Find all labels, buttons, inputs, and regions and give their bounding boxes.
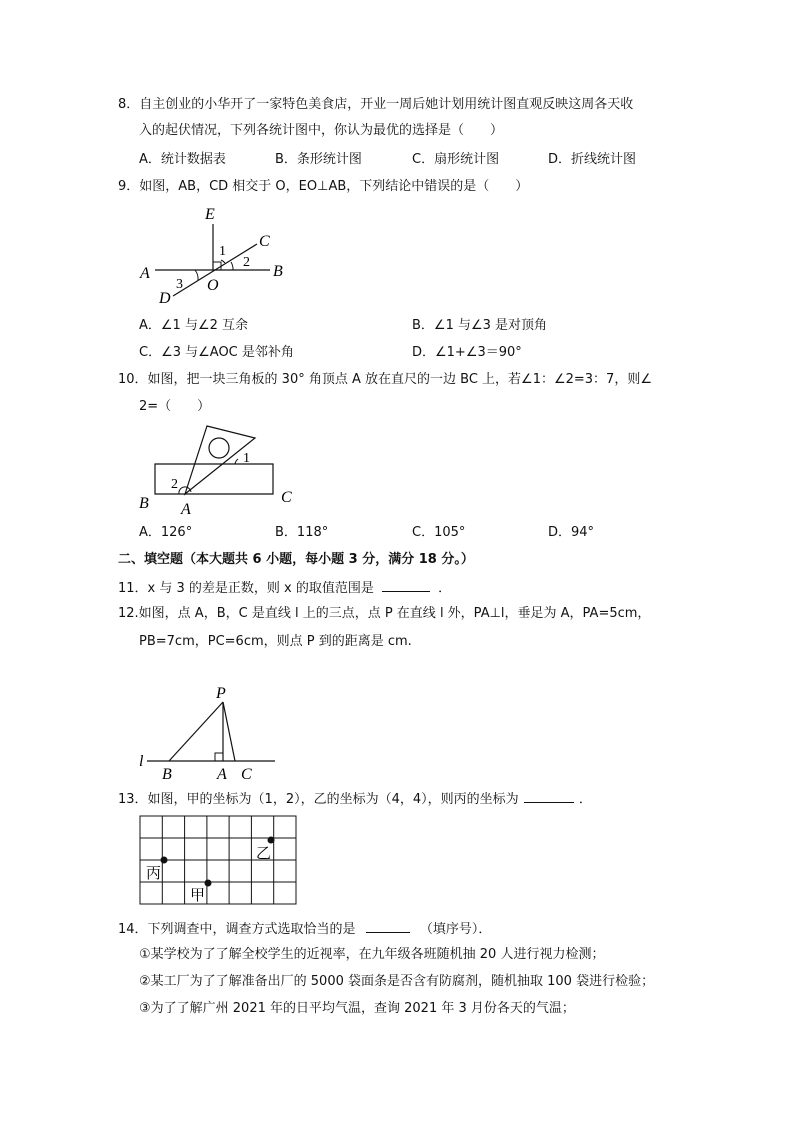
q8-option-d: D．折线统计图 bbox=[548, 152, 637, 167]
q8-option-c: C．扇形统计图 bbox=[412, 152, 500, 167]
q10-option-b: B．118° bbox=[275, 525, 329, 540]
q12-figure bbox=[135, 680, 285, 782]
q9-figure bbox=[135, 200, 295, 310]
q9-label-b: B bbox=[273, 263, 283, 280]
q14-item-1: ①某学校为了了解全校学生的近视率，在九年级各班随机抽 20 人进行视力检测； bbox=[139, 947, 605, 962]
q9-option-b: B．∠1 与∠3 是对顶角 bbox=[412, 318, 548, 333]
q8-option-b: B．条形统计图 bbox=[275, 152, 362, 167]
q9-option-c: C．∠3 与∠AOC 是邻补角 bbox=[139, 345, 294, 360]
q14-item-3: ③为了了解广州 2021 年的日平均气温，查询 2021 年 3 月份各天的气温； bbox=[139, 1001, 575, 1016]
q11-stem bbox=[118, 577, 451, 599]
q10-label-b: B bbox=[139, 495, 149, 512]
q12-label-l: l bbox=[139, 753, 144, 770]
q14-stem-end: （填序号）． bbox=[419, 922, 492, 937]
q11-stem-text: 11．x 与 3 的差是正数，则 x 的取值范围是 bbox=[118, 581, 374, 596]
q12-stem-line1: 12.如图，点 A，B，C 是直线 l 上的三点，点 P 在直线 l 外，PA⊥l，垂足为 A，PA=5cm， bbox=[118, 606, 651, 621]
q12-segment-pc bbox=[223, 702, 235, 761]
q11-answer-blank bbox=[382, 577, 430, 592]
q10-stem-line1: 10．如图，把一块三角板的 30° 角顶点 A 放在直尺的一边 BC 上，若∠1：∠2=3：7，则∠ bbox=[118, 372, 652, 387]
q12-label-a: A bbox=[217, 766, 227, 782]
q14-stem-text: 14．下列调查中，调查方式选取恰当的是 bbox=[118, 922, 356, 937]
q12-label-c: C bbox=[241, 766, 252, 782]
section2-heading: 二、填空题（本大题共 6 小题，每小题 3 分，满分 18 分。） bbox=[118, 552, 474, 567]
q8-stem-line1: 8．自主创业的小华开了一家特色美食店，开业一周后她计划用统计图直观反映这周各天收 bbox=[118, 97, 634, 112]
q10-label-c: C bbox=[281, 489, 292, 506]
q13-point-yi bbox=[268, 837, 275, 844]
q10-angle1-arc bbox=[235, 459, 238, 464]
q10-label-1: 1 bbox=[243, 451, 250, 466]
q9-label-3: 3 bbox=[176, 277, 183, 292]
q9-label-d: D bbox=[159, 290, 171, 307]
q10-option-c: C．105° bbox=[412, 525, 466, 540]
q9-option-d: D．∠1+∠3＝90° bbox=[412, 345, 522, 360]
q9-option-a: A．∠1 与∠2 互余 bbox=[139, 318, 249, 333]
q13-label-jia: 甲 bbox=[190, 886, 206, 904]
q13-stem-end: ． bbox=[578, 792, 592, 807]
q9-label-a: A bbox=[140, 265, 150, 282]
q10-option-d: D．94° bbox=[548, 525, 595, 540]
q8-stem-line2: 入的起伏情况，下列各统计图中，你认为最优的选择是（ ） bbox=[139, 123, 504, 138]
q14-stem bbox=[118, 918, 491, 940]
q13-stem-text: 13．如图，甲的坐标为（1，2），乙的坐标为（4，4），则丙的坐标为 bbox=[118, 792, 519, 807]
q12-label-p: P bbox=[216, 685, 226, 702]
q12-right-angle-mark bbox=[215, 753, 223, 761]
q12-segment-pb bbox=[169, 702, 223, 761]
q11-stem-end: ． bbox=[438, 581, 452, 596]
q9-stem: 9．如图，AB，CD 相交于 O，EO⊥AB，下列结论中错误的是（ ） bbox=[118, 179, 529, 194]
q12-label-b: B bbox=[162, 766, 172, 782]
q10-option-a: A．126° bbox=[139, 525, 193, 540]
q13-answer-blank bbox=[524, 788, 574, 803]
q9-angle3-arc bbox=[195, 270, 198, 280]
q10-label-a: A bbox=[181, 501, 191, 518]
q8-option-a: A．统计数据表 bbox=[139, 152, 226, 167]
q13-point-bing bbox=[161, 857, 168, 864]
q13-stem bbox=[118, 788, 592, 810]
q14-answer-blank bbox=[366, 918, 410, 933]
q12-stem-line2: PB=7cm，PC=6cm，则点 P 到的距离是 cm. bbox=[139, 634, 412, 649]
q9-label-e: E bbox=[205, 206, 215, 223]
q10-stem-line2: 2=（ ） bbox=[139, 399, 211, 414]
q9-label-c: C bbox=[259, 233, 270, 250]
q9-angle2-arc bbox=[231, 262, 233, 270]
q14-item-2: ②某工厂为了了解准备出厂的 5000 袋面条是否含有防腐剂，随机抽取 100 袋进行检验； bbox=[139, 974, 655, 989]
q10-figure bbox=[135, 422, 310, 520]
q13-point-jia bbox=[205, 880, 212, 887]
q13-label-yi: 乙 bbox=[256, 844, 272, 862]
q13-label-bing: 丙 bbox=[146, 864, 162, 882]
q9-label-2: 2 bbox=[243, 255, 250, 270]
q13-grid-figure bbox=[138, 814, 300, 910]
q10-triangle-hole bbox=[209, 438, 229, 458]
q9-angle1-arc bbox=[221, 260, 225, 263]
q10-label-2: 2 bbox=[171, 477, 178, 492]
q9-label-1: 1 bbox=[219, 244, 226, 259]
q9-label-o: O bbox=[207, 277, 219, 294]
